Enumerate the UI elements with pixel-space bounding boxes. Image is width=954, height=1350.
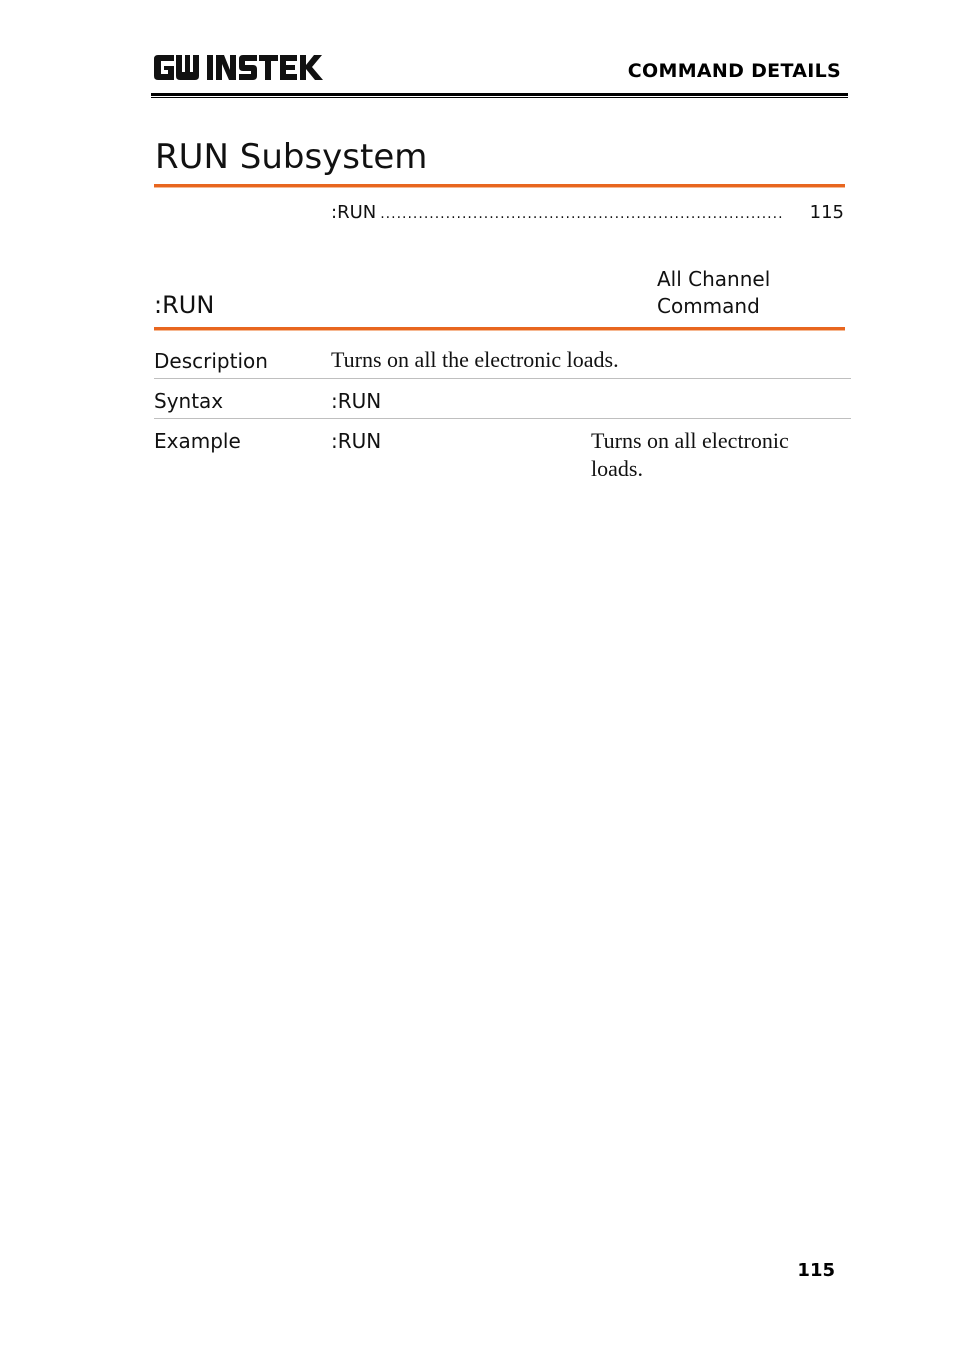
syntax-label: Syntax — [154, 389, 224, 413]
page-number: 115 — [797, 1260, 835, 1281]
chapter-title-rule — [154, 184, 845, 187]
command-type-line1: All Channel — [657, 267, 771, 291]
description-text: Turns on all the electronic loads. — [331, 347, 619, 372]
chapter-title: RUN Subsystem — [155, 137, 428, 177]
example-note — [591, 427, 831, 483]
example-note-line2: loads. — [591, 456, 643, 481]
toc-entry-page: 115 — [809, 202, 844, 223]
command-heading-rule — [154, 327, 845, 330]
row-divider — [154, 418, 851, 419]
toc-entry[interactable] — [331, 202, 844, 223]
section-label: COMMAND DETAILS — [627, 60, 841, 82]
header-rule-thin — [151, 97, 848, 98]
example-command: :RUN — [331, 429, 382, 453]
header-rule — [151, 93, 848, 96]
command-heading: :RUN — [154, 291, 215, 319]
example-note-line1: Turns on all electronic — [591, 428, 789, 453]
row-divider — [154, 378, 851, 379]
command-type — [657, 266, 770, 320]
toc-entry-leader: .......................................................................... — [380, 206, 784, 222]
gw-instek-logo — [154, 55, 324, 85]
toc-entry-label: :RUN — [331, 202, 377, 223]
syntax-text: :RUN — [331, 389, 382, 413]
description-label: Description — [154, 349, 268, 373]
example-label: Example — [154, 429, 241, 453]
command-type-line2: Command — [657, 294, 760, 318]
